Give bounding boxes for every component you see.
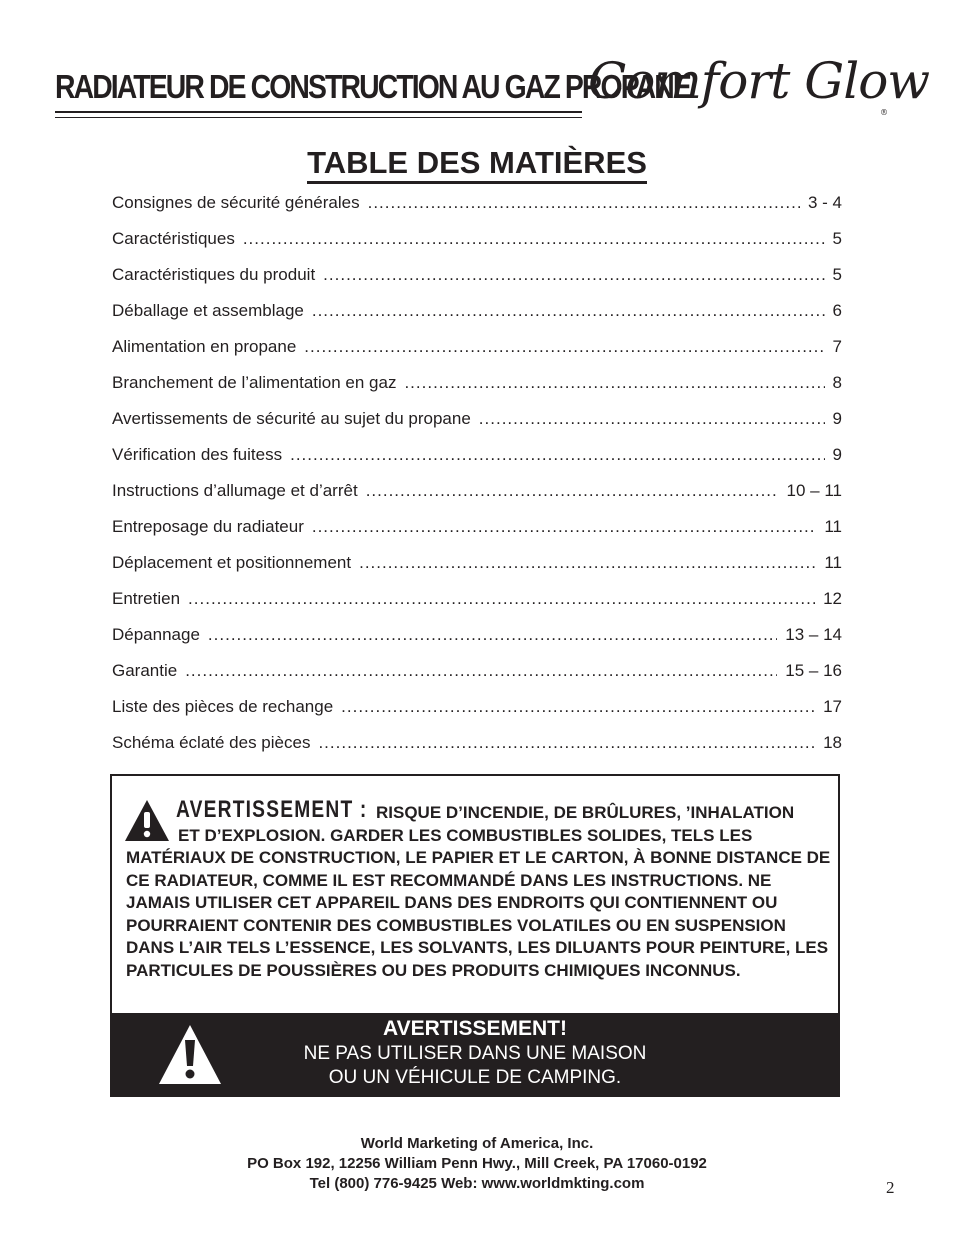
toc-entry-label: Caractéristiques bbox=[112, 229, 235, 248]
toc-leader-dots bbox=[318, 733, 815, 753]
toc-leader-dots bbox=[185, 661, 777, 681]
footer bbox=[0, 1134, 954, 1194]
toc-entry-page: 11 bbox=[824, 553, 842, 572]
toc-entry bbox=[112, 265, 842, 301]
band-line-2: OU UN VÉHICULE DE CAMPING. bbox=[328, 1067, 622, 1088]
table-of-contents bbox=[112, 193, 842, 769]
toc-entry bbox=[112, 517, 842, 553]
toc-leader-dots bbox=[404, 373, 824, 393]
band-line-1: NE PAS UTILISER DANS UNE MAISON bbox=[303, 1043, 647, 1064]
toc-entry bbox=[112, 553, 842, 589]
header-rule-thin bbox=[55, 117, 582, 118]
toc-entry bbox=[112, 445, 842, 481]
toc-entry-page: 12 bbox=[823, 589, 842, 608]
toc-entry-label: Entreposage du radiateur bbox=[112, 517, 304, 536]
header-rule-thick bbox=[55, 111, 582, 113]
toc-entry-label: Dépannage bbox=[112, 625, 200, 644]
toc-entry-page: 9 bbox=[832, 445, 842, 464]
toc-entry-label: Vérification des fuitess bbox=[112, 445, 283, 464]
page-number: 2 bbox=[886, 1178, 895, 1197]
toc-entry-page: 18 bbox=[823, 733, 842, 752]
toc-entry-page: 10 – 11 bbox=[786, 481, 842, 500]
toc-entry bbox=[112, 733, 842, 769]
toc-entry bbox=[112, 625, 842, 661]
toc-entry-label: Entretien bbox=[112, 589, 181, 608]
toc-entry-page: 3 - 4 bbox=[807, 193, 842, 212]
logo-text: Comfort Glow bbox=[588, 52, 930, 110]
toc-entry-label: Branchement de l’alimentation en gaz bbox=[112, 373, 397, 392]
toc-entry-label: Alimentation en propane bbox=[112, 337, 297, 356]
toc-entry-label: Caractéristiques du produit bbox=[112, 265, 316, 284]
toc-leader-dots bbox=[341, 697, 815, 717]
warning-heading: AVERTISSEMENT : bbox=[176, 796, 368, 823]
toc-entry-page: 6 bbox=[832, 301, 842, 320]
toc-entry-page: 9 bbox=[832, 409, 842, 428]
footer-company: World Marketing of America, Inc. bbox=[360, 1135, 594, 1152]
toc-entry bbox=[112, 661, 842, 697]
toc-entry-page: 8 bbox=[832, 373, 842, 392]
logo-registered-mark: ® bbox=[880, 108, 887, 117]
toc-leader-dots bbox=[188, 589, 815, 609]
toc-entry bbox=[112, 229, 842, 265]
toc-entry-page: 5 bbox=[832, 265, 842, 284]
toc-leader-dots bbox=[243, 229, 825, 249]
toc-entry-page: 17 bbox=[823, 697, 842, 716]
footer-address: PO Box 192, 12256 William Penn Hwy., Mill Creek, PA 17060-0192 bbox=[247, 1155, 707, 1172]
toc-entry bbox=[112, 193, 842, 229]
toc-entry bbox=[112, 409, 842, 445]
toc-leader-dots bbox=[368, 193, 800, 213]
toc-entry-page: 13 – 14 bbox=[785, 625, 842, 644]
band-title: AVERTISSEMENT! bbox=[383, 1017, 567, 1040]
toc-leader-dots bbox=[312, 517, 816, 537]
toc-leader-dots bbox=[208, 625, 777, 645]
warning-box bbox=[110, 774, 840, 1097]
toc-leader-dots bbox=[359, 553, 816, 573]
toc-entry bbox=[112, 697, 842, 733]
toc-entry-label: Instructions d’allumage et d’arrêt bbox=[112, 481, 358, 500]
warning-line-2: ET D’EXPLOSION. GARDER LES COMBUSTIBLES SOLIDES, TELS LES bbox=[178, 825, 753, 845]
toc-entry-page: 11 bbox=[824, 517, 842, 536]
toc-entry bbox=[112, 373, 842, 409]
toc-title-text: TABLE DES MATIÈRES bbox=[307, 145, 647, 184]
warning-band bbox=[112, 1013, 838, 1095]
toc-title bbox=[0, 145, 954, 181]
toc-entry bbox=[112, 337, 842, 373]
toc-entry-label: Consignes de sécurité générales bbox=[112, 193, 360, 212]
toc-leader-dots bbox=[323, 265, 824, 285]
header-title: RADIATEUR DE CONSTRUCTION AU GAZ PROPANE bbox=[55, 68, 690, 105]
warning-body: MATÉRIAUX DE CONSTRUCTION, LE PAPIER ET LE CARTON, À BONNE DISTANCE DE CE RADIATEUR, COMME IL EST RECOMMANDÉ DANS LES INSTRUCTIONS. NE JAMAIS UTILISER CET APPAREIL DANS DES ENDROITS QUI CONTIENNENT OU POURRAIENT CONTENIR DES COMBUSTIBLES VOLATILES OU EN SUSPENSION DANS L’AIR TELS L’ESSENCE, LES SOLVANTS, LES DILUANTS POUR PEINTURE, LES PARTICULES DE POUSSIÈRES OU DES PRODUITS CHIMIQUES INCONNUS. bbox=[126, 848, 831, 980]
toc-entry-page: 5 bbox=[832, 229, 842, 248]
toc-entry bbox=[112, 589, 842, 625]
toc-leader-dots bbox=[304, 337, 824, 357]
toc-entry-label: Schéma éclaté des pièces bbox=[112, 733, 311, 752]
warning-text bbox=[126, 802, 838, 982]
toc-leader-dots bbox=[290, 445, 824, 465]
toc-entry-page: 15 – 16 bbox=[785, 661, 842, 680]
brand-logo bbox=[588, 52, 930, 132]
toc-entry-page: 7 bbox=[832, 337, 842, 356]
toc-entry-label: Liste des pièces de rechange bbox=[112, 697, 334, 716]
toc-entry-label: Garantie bbox=[112, 661, 178, 680]
toc-entry-label: Avertissements de sécurité au sujet du propane bbox=[112, 409, 471, 428]
footer-contact: Tel (800) 776-9425 Web: www.worldmkting.com bbox=[309, 1175, 645, 1192]
toc-leader-dots bbox=[366, 481, 779, 501]
toc-entry bbox=[112, 301, 842, 337]
toc-entry bbox=[112, 481, 842, 517]
toc-entry-label: Déballage et assemblage bbox=[112, 301, 304, 320]
warning-line-1: RISQUE D’INCENDIE, DE BRÛLURES, ’INHALATION bbox=[376, 803, 795, 822]
toc-entry-label: Déplacement et positionnement bbox=[112, 553, 352, 572]
toc-leader-dots bbox=[312, 301, 825, 321]
toc-leader-dots bbox=[479, 409, 825, 429]
